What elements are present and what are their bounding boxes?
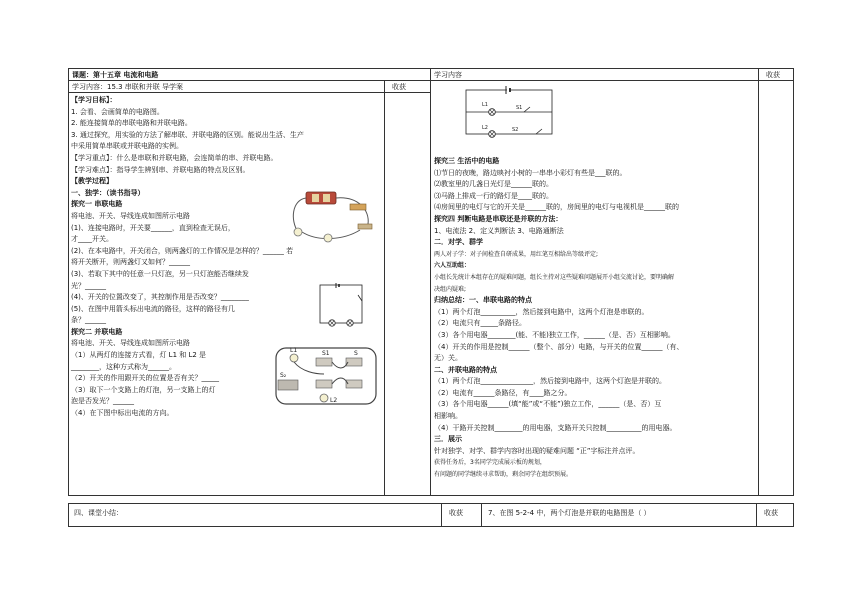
right-header-divider xyxy=(430,80,794,81)
explore-line: 条？______ xyxy=(71,316,106,325)
explore-line: 将电池、开关、导线连成如图所示电路 xyxy=(71,339,190,348)
series-feature: 无）关。 xyxy=(434,354,462,363)
label-s2: S2 xyxy=(512,127,519,133)
parallel-feature: （2）电流有______条路径，有____路之分。 xyxy=(434,388,572,397)
question-gain-label: 收获 xyxy=(764,509,778,517)
pair-study-line: 两人对子学：对子间检查自研成果，用红笔互相给出等级评定; xyxy=(434,250,599,258)
label-s1: S1 xyxy=(322,350,330,357)
explore-line: (4)、开关的位置改变了，其控制作用是否改变？________ xyxy=(71,293,249,302)
summary-divider-2 xyxy=(481,503,482,527)
self-study-heading: 一、独学：（读书指导） xyxy=(71,188,145,197)
explore-line: ________，这种方式称为______。 xyxy=(71,362,176,371)
parallel-feature: （4）干路开关控制________的用电器，支路开关只控制__________的用电器。 xyxy=(434,423,677,432)
right-header-title: 学习内容 xyxy=(434,71,462,79)
explore-line: 光？______ xyxy=(71,281,106,290)
six-person-group: 六人互助组： xyxy=(434,262,471,270)
display-line: 针对独学、对学、群学内容时出现的疑难问题 “正”字标注并点评。 xyxy=(434,446,640,455)
summary-divider-1 xyxy=(441,503,442,527)
summary-gain-label: 收获 xyxy=(449,509,463,517)
explore-line: （4）在下图中标出电流的方向。 xyxy=(71,409,174,418)
question-line: ⑶马路上排成一行的路灯是____联的。 xyxy=(434,191,553,200)
objective-line: 1. 会看、会画简单的电路图。 xyxy=(71,107,164,116)
difficulty: 【学习难点】：指导学生辨别串、并联电路的特点及区别。 xyxy=(71,165,250,174)
left-subtitle: 学习内容：15.3 串联和并联 导学案 xyxy=(72,83,184,91)
explore-four-heading: 探究四 判断电路是串联还是并联的方法： xyxy=(434,214,563,223)
right-gain-divider xyxy=(758,68,759,496)
left-gain-header: 收获 xyxy=(392,83,406,91)
summary-divider-3 xyxy=(756,503,757,527)
explore-line: (1)、连接电路时，开关要______，直到检查无误后， xyxy=(71,223,235,232)
explore-line: 才____开关。 xyxy=(71,235,113,244)
parallel-circuit-illustration xyxy=(272,344,382,408)
question-line: ⑵教室里的几盏日光灯是______联的。 xyxy=(434,180,553,189)
question-line: ⑷房间里的电灯与它的开关是______联的，房间里的电灯与电视机是______联的 xyxy=(434,203,679,212)
group-line: 决组内疑难; xyxy=(434,285,467,293)
center-divider xyxy=(430,68,431,496)
label-l1: L1 xyxy=(290,347,298,354)
label-s2: S₂ xyxy=(280,372,287,379)
parallel-heading: 二、并联电路的特点 xyxy=(434,365,497,374)
series-feature: （1）两个灯泡__________，然后接到电路中，这两个灯泡是串联的。 xyxy=(434,307,649,316)
pair-group-heading: 二．对学、群学 xyxy=(434,238,483,247)
objective-line: 中采用简单串联或并联电路的实例。 xyxy=(71,142,183,151)
summary-series-heading: 归纳总结：一、串联电路的特点 xyxy=(434,296,532,305)
explore-one-heading: 探究一 串联电路 xyxy=(71,200,123,209)
explore-line: 将电池、开关、导线连成如图所示电路 xyxy=(71,211,190,220)
right-gain-header: 收获 xyxy=(766,71,780,79)
subheader-divider xyxy=(68,92,430,93)
objective-line: 2. 能连接简单的串联电路和并联电路。 xyxy=(71,119,192,128)
header-divider xyxy=(68,80,430,81)
explore-three-heading: 探究三 生活中的电路 xyxy=(434,157,500,165)
display-heading: 三．展示 xyxy=(434,435,462,444)
label-s1: S1 xyxy=(516,105,523,111)
explore-line: （1）从两灯的连接方式看，灯 L1 和 L2 是 xyxy=(71,351,207,360)
label-l1: L1 xyxy=(482,102,488,108)
series-feature: （3）各个用电器________(能、不能)独立工作，______（是、否）互相影响。 xyxy=(434,330,675,339)
parallel-circuit-diagram xyxy=(462,82,558,140)
explore-line: （2）开关的作用跟开关的位置是否有关？_____ xyxy=(71,374,219,383)
process-heading: 【教学过程】 xyxy=(71,177,113,186)
question-line: ⑴节日的夜晚，路边映衬小树的一串串小彩灯有些是___联的。 xyxy=(434,168,627,177)
parallel-feature: （1）两个灯泡_______________，然后接到电路中，这两个灯泡是并联的。 xyxy=(434,377,666,386)
objective-line: 3. 通过探究，用实验的方法了解串联、并联电路的区别。能说出生活、生产 xyxy=(71,130,304,139)
explore-two-heading: 探究二 并联电路 xyxy=(71,327,123,336)
explore-line: 将开关断开，则两盏灯又如何？______ xyxy=(71,258,190,267)
lesson-title: 课题：第十五章 电流和电路 xyxy=(72,71,159,79)
display-line: 有问题的同学继续寻求帮助，剩余同学在组织预展。 xyxy=(434,471,573,479)
methods-line: 1、电流法 2、定义判断法 3、电路通断法 xyxy=(434,226,564,235)
series-feature: （2）电流只有_____条路径。 xyxy=(434,319,526,328)
explore-line: （3）取下一个支路上的灯泡，另一支路上的灯 xyxy=(71,385,216,394)
group-line: 小组长先统计本组存在的疑难问题，组长主持对这些疑难问题展开小组交流讨论，要明确解 xyxy=(434,273,675,281)
series-circuit-diagram xyxy=(318,281,366,331)
class-summary-label: 四、课堂小结： xyxy=(74,509,123,517)
label-l2: L2 xyxy=(482,125,488,131)
key-point: 【学习重点】：什么是串联和并联电路，会连简单的串、并联电路。 xyxy=(71,153,278,162)
label-s: S xyxy=(354,350,358,357)
explore-line: (5)、在图中用箭头标出电流的路径，这样的路径有几 xyxy=(71,304,235,313)
parallel-feature: 相影响。 xyxy=(434,412,462,421)
explore-line: 泡是否发光？______ xyxy=(71,397,134,406)
right-column xyxy=(434,156,756,481)
parallel-feature: （3）各个用电器______(填“能”或“不能”)独立工作，______（是、否）互 xyxy=(434,400,662,409)
question-seven: 7、在图 5-2-4 中，两个灯泡是并联的电路图是（ ） xyxy=(488,509,651,517)
label-l2: L2 xyxy=(330,397,338,404)
series-feature: （4）开关的作用是控制______（整个、部分）电路，与开关的位置______（有、 xyxy=(434,342,684,351)
explore-line: (2)、在本电路中，开关闭合，则两盏灯的工作情况是怎样的？______ 若 xyxy=(71,246,294,255)
display-line: 获得任务后，3名同学完成展示板的规划， xyxy=(434,459,546,467)
series-circuit-illustration xyxy=(288,186,380,246)
left-gain-divider xyxy=(384,80,385,496)
summary-table xyxy=(68,503,794,527)
objectives-heading: 【学习目标】： xyxy=(71,96,117,104)
explore-line: (3)、若取下其中的任意一只灯泡，另一只灯泡能否继续发 xyxy=(71,269,249,278)
